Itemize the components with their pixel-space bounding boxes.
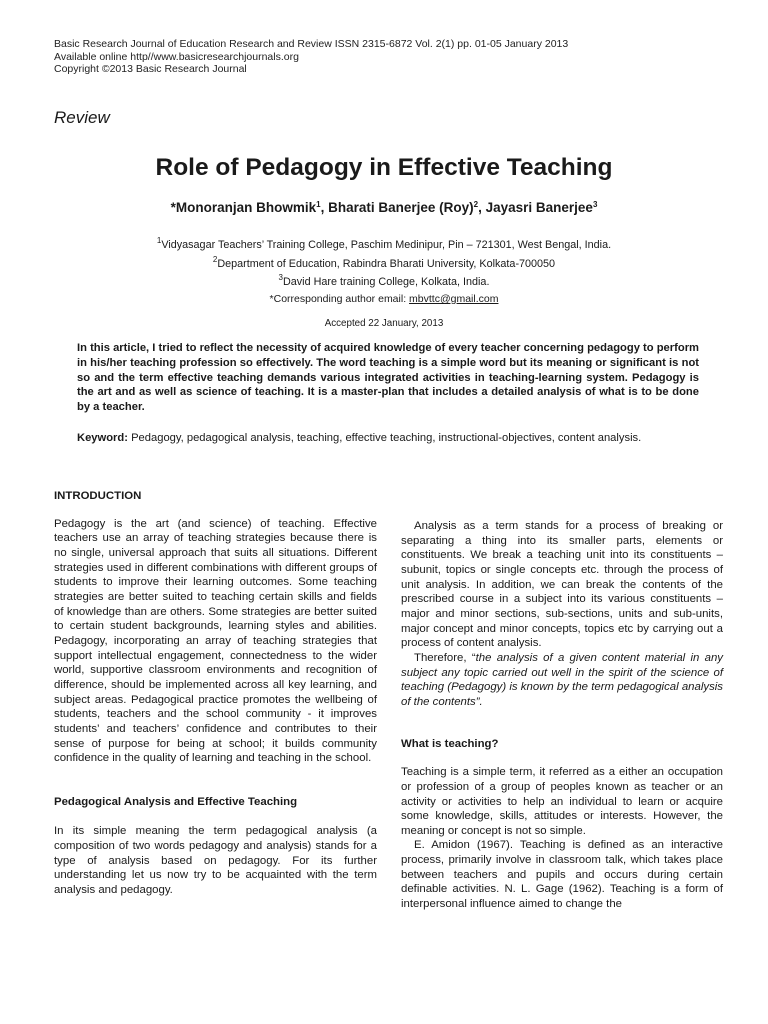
- therefore-paragraph: [401, 651, 723, 710]
- affiliation-line: [0, 271, 768, 290]
- corresponding-author: [0, 293, 768, 305]
- accepted-date: Accepted 22 January, 2013: [324, 318, 444, 329]
- section-heading-pedagogical-analysis: Pedagogical Analysis and Effective Teaching: [54, 795, 298, 808]
- author-affiliation-mark: 1: [316, 200, 321, 209]
- affiliation-text: Department of Education, Rabindra Bharati University, Kolkata-700050: [217, 257, 556, 270]
- analysis-paragraph: Analysis as a term stands for a process of breaking or separating a thing into its smaller parts, elements or constituents. We break a teaching unit into its constituents –subunit, topics or single concepts etc. through the process of unit analysis. In addition, we can break the contents of the prescribed course in a subject into its various constituents – major and minor sections, sub-sections, units and sub-units, major concept and minor concepts, topics etc by carrying out a process of content analysis.: [401, 520, 723, 650]
- affiliation-line: [0, 234, 768, 253]
- affiliation-line: [0, 253, 768, 272]
- author-name: Bharati Banerjee (Roy): [328, 200, 474, 215]
- abstract: In this article, I tried to reflect the necessity of acquired knowledge of every teacher concerning pedagogy to perform in his/her teaching profession so effectively. The word teaching is a simple word but its meaning or significant is not so and the term effective teaching demands various integrated activities in teaching-learning system. Pedagogy is the art and as well as science of teaching. It is a master-plan that includes a detailed analysis of what is to be done by a teacher.: [77, 342, 699, 414]
- pedagogical-analysis-paragraph: In its simple meaning the term pedagogical analysis (a composition of two words pedagogy and analysis) stands for a type of analysis based on pedagogy. For its further understanding let us now try to be acquainted with the term analysis and pedagogy.: [54, 825, 377, 897]
- affiliation-mark: 1: [156, 236, 162, 245]
- author-separator: ,: [478, 200, 486, 215]
- author-affiliation-mark: 3: [592, 200, 598, 209]
- author-list: [0, 200, 768, 215]
- author-affiliation-mark: 2: [473, 200, 479, 209]
- journal-online-url: Available online http//www.basicresearchjournals.org: [54, 50, 299, 63]
- left-column: [54, 489, 377, 898]
- keywords-text: Pedagogy, pedagogical analysis, teaching, effective teaching, instructional-objectives, content analysis.: [127, 432, 642, 444]
- teaching-definition-paragraph: E. Amidon (1967). Teaching is defined as an interactive process, primarily involve in classroom talk, which takes place between teachers and pupils and occurs during certain definable activities. N. L. Gage (1962). Teaching is a form of interpersonal influence aimed to change the: [401, 839, 723, 911]
- affiliation-mark: 2: [212, 254, 218, 264]
- corresponding-email-link[interactable]: mbvttc@gmail.com: [409, 293, 499, 305]
- journal-citation: Basic Research Journal of Education Research and Review ISSN 2315-6872 Vol. 2(1) pp. 01-05 January 2013: [54, 38, 569, 50]
- affiliation-mark: 3: [278, 273, 283, 282]
- journal-header: [54, 38, 568, 76]
- article-type: Review: [54, 108, 110, 127]
- author-name: *Monoranjan Bhowmik: [170, 200, 317, 215]
- affiliations: [0, 234, 768, 290]
- journal-copyright: Copyright ©2013 Basic Research Journal: [54, 63, 247, 75]
- right-column: [401, 519, 723, 912]
- corresponding-label: *Corresponding author email:: [269, 293, 410, 305]
- section-heading-what-is-teaching: What is teaching?: [401, 737, 499, 750]
- keywords-label: Keyword:: [77, 432, 128, 444]
- section-heading-introduction: INTRODUCTION: [54, 490, 142, 502]
- paper-title: Role of Pedagogy in Effective Teaching: [155, 154, 613, 181]
- author-separator: ,: [320, 200, 329, 215]
- affiliation-text: David Hare training College, Kolkata, India.: [282, 276, 490, 288]
- therefore-lead: Therefore, “: [414, 651, 476, 664]
- pedagogical-analysis-quote: the analysis of a given content material in any subject any topic carried out well in the spirit of the science of teaching (Pedagogy) is known by the term pedagogical analysis of the contents”.: [401, 651, 723, 708]
- author-name: Jayasri Banerjee: [485, 200, 593, 215]
- affiliation-text: Vidyasagar Teachers’ Training College, Paschim Medinipur, Pin – 721301, West Bengal, India.: [161, 239, 612, 251]
- introduction-paragraph: Pedagogy is the art (and science) of teaching. Effective teachers use an array of teaching strategies because there is no single, universal approach that suits all situations. Different strategies used in different combinations with different groups of students to improve their learning outcomes. Some teaching strategies are better suited to teaching certain skills and fields of knowledge than are others. Some strategies are better suited to certain student backgrounds, learning styles and abilities. Pedagogy, incorporating an array of teaching strategies that support intellectual engagement, connectedness to the wider world, supportive classroom environments and recognition of difference, should be implemented across all key learning, and subject areas. Pedagogical practice promotes the wellbeing of students, teachers and the school community - it improves students’ and teachers’ confidence and contributes to their sense of purpose for being at school; it builds community confidence in the quality of learning and teaching in the school.: [54, 517, 377, 765]
- keywords: [77, 431, 699, 446]
- teaching-paragraph: Teaching is a simple term, it referred as a either an occupation or profession of a group of peoples known as teacher or an activity or activities to help an individual to learn or acquire some knowledge, skills, attitudes or interests. However, the meaning or concept is not so simple.: [401, 766, 723, 837]
